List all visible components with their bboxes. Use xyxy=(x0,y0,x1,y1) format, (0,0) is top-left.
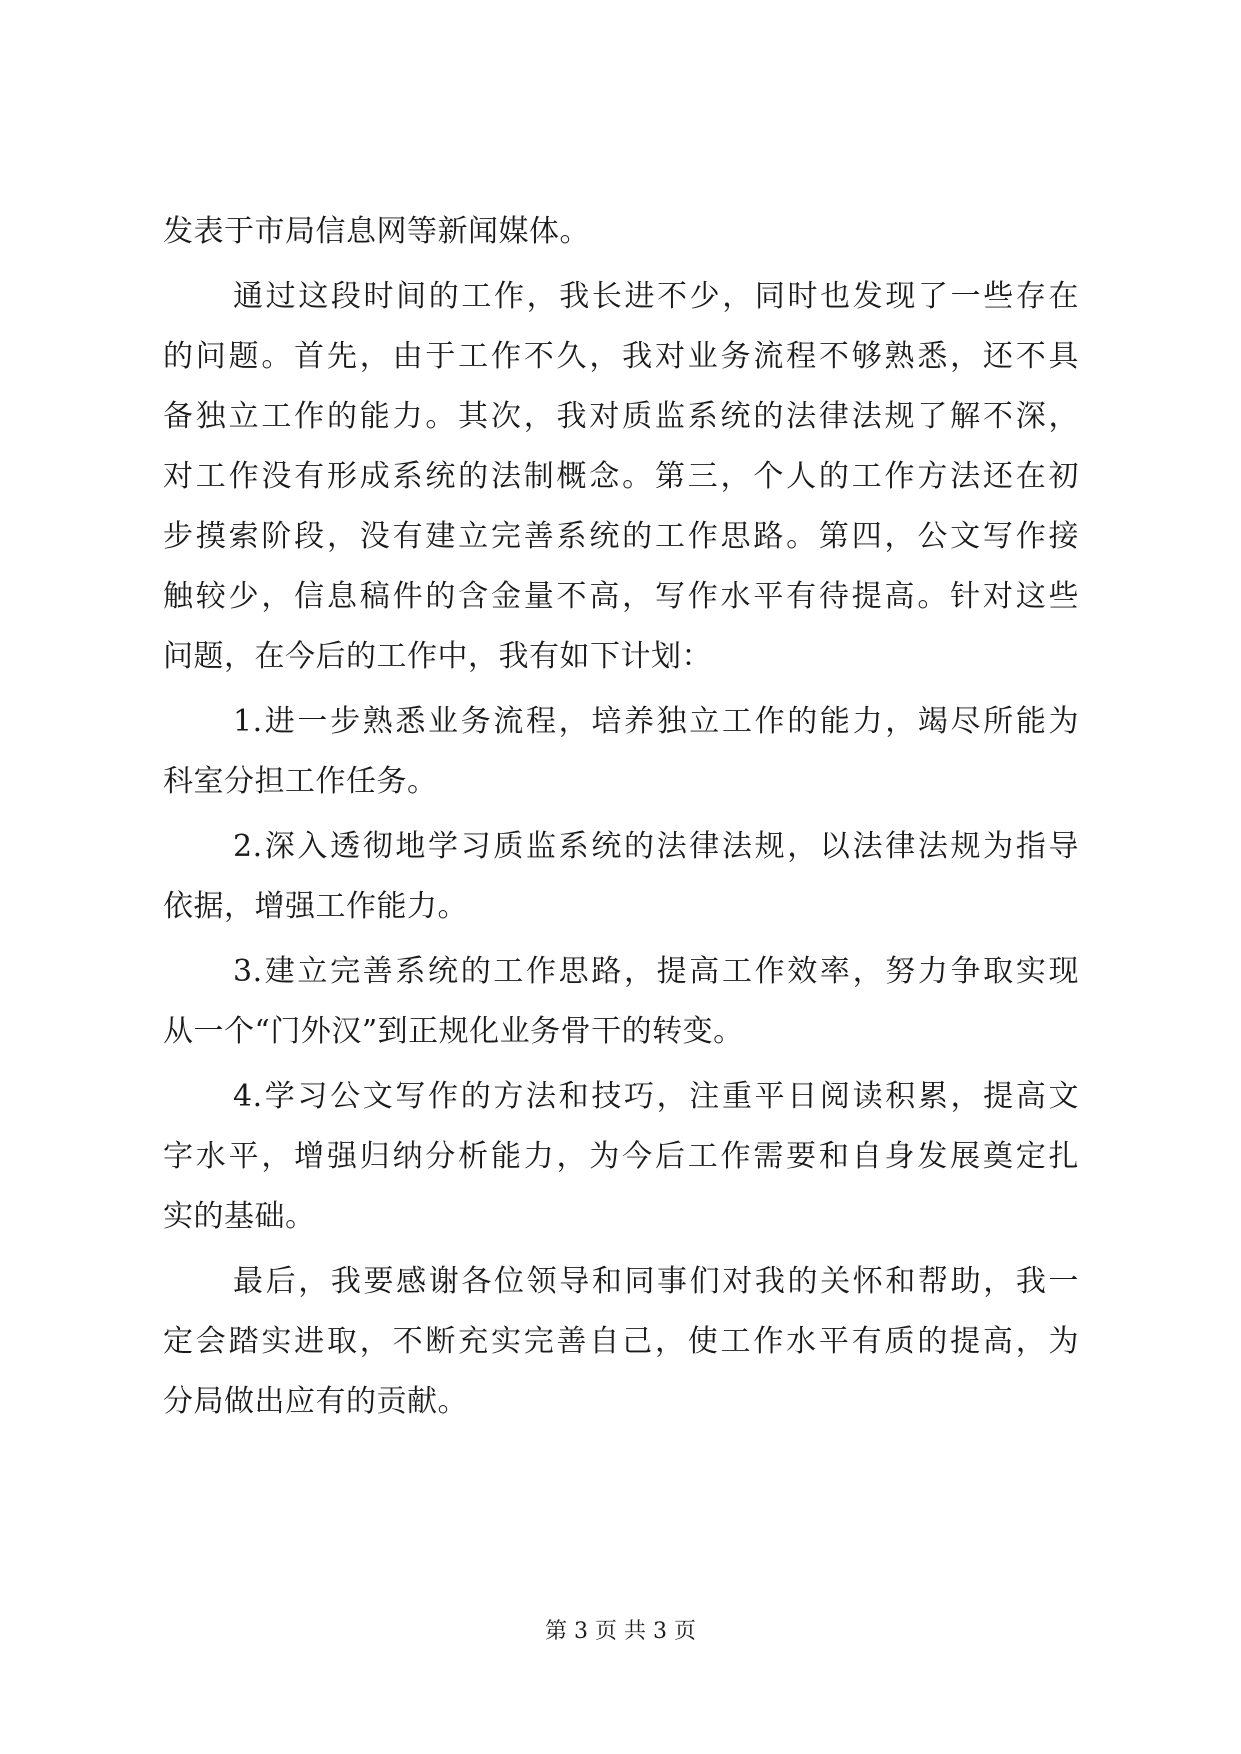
text-line: 分局做出应有的贡献。 xyxy=(163,1384,468,1419)
list-item-line: 4.学习公文写作的方法和技巧，注重平日阅读积累，提高文 xyxy=(233,1079,1079,1114)
list-item-line: 2.深入透彻地学习质监系统的法律法规，以法律法规为指导 xyxy=(233,829,1079,864)
text-line: 发表于市局信息网等新闻媒体。 xyxy=(163,214,590,249)
list-item-line: 科室分担工作任务。 xyxy=(163,764,438,799)
list-item-line: 依据，增强工作能力。 xyxy=(163,889,468,924)
text-line: 定会踏实进取，不断充实完善自己，使工作水平有质的提高，为 xyxy=(163,1324,1079,1359)
text-line: 最后，我要感谢各位领导和同事们对我的关怀和帮助，我一 xyxy=(233,1264,1079,1299)
text-line: 通过这段时间的工作，我长进不少，同时也发现了一些存在 xyxy=(233,279,1079,314)
list-item-line: 实的基础。 xyxy=(163,1199,316,1234)
text-line: 触较少，信息稿件的含金量不高，写作水平有待提高。针对这些 xyxy=(163,579,1079,614)
list-item-line: 3.建立完善系统的工作思路，提高工作效率，努力争取实现 xyxy=(233,954,1079,989)
list-item-line: 字水平，增强归纳分析能力，为今后工作需要和自身发展奠定扎 xyxy=(163,1139,1079,1174)
text-line: 问题，在今后的工作中，我有如下计划： xyxy=(163,639,712,674)
text-line: 备独立工作的能力。其次，我对质监系统的法律法规了解不深， xyxy=(163,399,1079,434)
text-line: 对工作没有形成系统的法制概念。第三，个人的工作方法还在初 xyxy=(163,459,1079,494)
page-number-footer: 第 3 页 共 3 页 xyxy=(545,1619,696,1644)
text-line: 的问题。首先，由于工作不久，我对业务流程不够熟悉，还不具 xyxy=(163,339,1079,374)
text-line: 步摸索阶段，没有建立完善系统的工作思路。第四，公文写作接 xyxy=(163,519,1079,554)
list-item-line: 1.进一步熟悉业务流程，培养独立工作的能力，竭尽所能为 xyxy=(233,704,1079,739)
list-item-line: 从一个“门外汉”到正规化业务骨干的转变。 xyxy=(163,1014,744,1049)
